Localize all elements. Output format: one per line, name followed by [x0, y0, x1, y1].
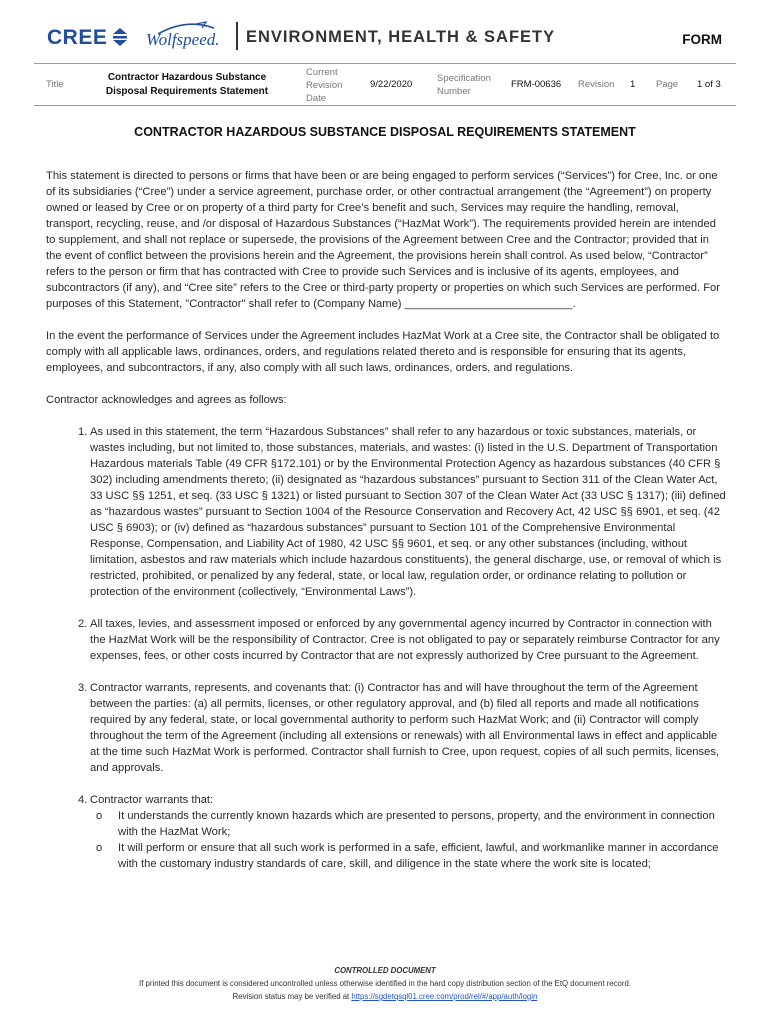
- document-title: CONTRACTOR HAZARDOUS SUBSTANCE DISPOSAL REQUIREMENTS STATEMENT: [134, 125, 636, 139]
- form-label: FORM: [682, 32, 722, 47]
- list-item-number: 3.: [78, 682, 88, 694]
- revision-status-prefix: Revision status may be verified at: [232, 992, 352, 1001]
- cree-logo: CREE: [47, 26, 108, 49]
- list-item: [46, 680, 726, 776]
- list-item-text: As used in this statement, the term “Hazardous Substances” shall refer to any hazardous or toxic substances, materials, or wastes including, but not limited to, those substances, materials, and wastes: (i) listed in the U.S. Department of Transportation Hazardous materials Table (49 CFR §172.101) or by the Environmental Protection Agency as hazardous substances (40 CFR § 302) including amendments thereto; (ii) designated as “hazardous substances” pursuant to Section 311 of the Clean Water Act, 33 USC §§ 1251, et seq. (33 USC § 1321) or listed pursuant to Section 307 of the Clean Water Act (33 USC § 1317); (iii) defined as “hazardous wastes” pursuant to Section 1004 of the Resource Conservation and Recovery Act, 42 USC §§ 6901, et seq. (42 USC § 6903); or (iv) defined as “hazardous substances” pursuant to Section 101 of the Comprehensive Environmental Response, Compensation, and Liability Act of 1980, 42 USC §§ 9601, et seq. or any other substances (including, without limitation, asbestos and raw materials which include hazardous constituents), the general discharge, use, or removal of which is restricted, prohibited, or penalized by any federal, state, or local law, regulation order, or ordinance relating to pollution or protection of the environment (collectively, “Environmental Laws”).: [90, 426, 726, 598]
- list-item: [46, 424, 726, 600]
- cree-arrows-icon: [111, 26, 129, 48]
- title-value-line1: Contractor Hazardous Substance: [107, 72, 267, 83]
- list-item: [46, 616, 726, 664]
- etq-login-link[interactable]: https://sgdetqsql01.cree.com/prod/rel/#/app/auth/login: [351, 992, 538, 1001]
- spec-number: FRM-00636: [511, 79, 562, 90]
- meta-rule-top: [34, 63, 736, 64]
- numbered-list: [46, 424, 726, 808]
- revision-date: 9/22/2020: [370, 79, 413, 90]
- title-value: [92, 71, 282, 99]
- sub-list-item: [91, 840, 726, 872]
- current-revision-label: [306, 66, 342, 105]
- revision-label: Revision: [578, 79, 615, 90]
- spec-label-2: Number: [437, 86, 471, 97]
- sub-list-item: [91, 808, 726, 840]
- title-value-line2: Disposal Requirements Statement: [105, 86, 269, 97]
- current-label-3: Date: [306, 93, 327, 104]
- wolfspeed-logo: Wolfspeed.: [146, 30, 220, 49]
- list-item: [46, 792, 726, 808]
- current-label-2: Revision: [306, 80, 343, 91]
- header-divider: [236, 22, 238, 50]
- list-item-number: 1.: [78, 426, 88, 438]
- spec-label-1: Specification: [437, 73, 491, 84]
- page-value: 1 of 3: [697, 79, 721, 90]
- section-title: ENVIRONMENT, HEALTH & SAFETY: [246, 28, 556, 46]
- list-item-text: Contractor warrants that:: [90, 794, 214, 806]
- bullet-icon: o: [96, 842, 103, 854]
- sub-list-item-text: It understands the currently known hazards which are presented to persons, property, and the environment in connection with the HazMat Work;: [118, 810, 715, 838]
- acknowledgement-paragraph: Contractor acknowledges and agrees as follows:: [46, 394, 287, 406]
- list-item-number: 2.: [78, 618, 88, 630]
- revision-value: 1: [630, 79, 636, 90]
- page-header: [0, 0, 770, 62]
- document-body: [46, 168, 726, 872]
- title-label: Title: [46, 79, 64, 90]
- list-item-text: All taxes, levies, and assessment imposed or enforced by any governmental agency incurred by Contractor in connection with the HazMat Work will be the responsibility of Contractor. Cree is not obligated to pay or separately reimburse Contractor for any expenses, fees, or other costs incurred by Contractor that are not expressly authorized by Cree pursuant to the Agreement.: [90, 618, 720, 662]
- meta-rule-bottom: [34, 105, 736, 106]
- spec-number-label: [437, 72, 491, 98]
- sub-list: [46, 808, 726, 872]
- revision-status-line: [0, 990, 770, 1003]
- bullet-icon: o: [96, 810, 103, 822]
- list-item-text: Contractor warrants, represents, and covenants that: (i) Contractor has and will have throughout the term of the Agreement between the parties: (a) all permits, licenses, or other regulatory approval, and (b) filed all reports and made all notifications required by any federal, state, or local governmental authority to perform such HazMat Work; and (ii) Contractor will comply throughout the term of the Agreement (including all extensions or renewals) with all Environmental laws in effect and applicable at the time such HazMat Work is performed. Contractor shall furnish to Cree, upon request, copies of all such permits, licenses, and approvals.: [90, 682, 720, 774]
- current-label-1: Current: [306, 67, 338, 78]
- uncontrolled-notice: If printed this document is considered uncontrolled unless otherwise identified in the hard copy distribution section of the EtQ document record.: [139, 979, 631, 988]
- compliance-paragraph: In the event the performance of Services under the Agreement includes HazMat Work at a Cree site, the Contractor shall be obligated to comply with all applicable laws, ordinances, orders, and regulations related thereto and is responsible for ensuring that its agents, employees, and subcontractors, if any, also comply with all such laws, ordinances, orders, and regulations.: [46, 330, 720, 374]
- list-item-number: 4.: [78, 794, 88, 806]
- controlled-document-label: CONTROLLED DOCUMENT: [334, 966, 436, 975]
- sub-list-item-text: It will perform or ensure that all such work is performed in a safe, efficient, lawful, and workmanlike manner in accordance with the customary industry standards of care, skill, and diligence in the state where the work site is located;: [118, 842, 719, 870]
- page-label: Page: [656, 79, 679, 90]
- page-footer: [0, 964, 770, 1003]
- intro-paragraph: This statement is directed to persons or firms that have been or are being engaged to perform services (“Services”) for Cree, Inc. or one of its subsidiaries (“Cree”) under a service agreement, purchase order, or other contractual arrangement (the “Agreement”) on property owned or leased by Cree or on property of a third party for Cree’s benefit and such, Services may require the handling, removal, transport, recycling, reuse, and /or disposal of Hazardous Substances (“HazMat Work”). The requirements provided herein are intended to supplement, and shall not replace or supersede, the provisions of the Agreement between Cree and the Contractor; provided that in the event of conflict between the provisions herein and the Agreement, the provisions herein shall control. As used below, “Contractor” refers to the person or firm that has contracted with Cree to provide such Services and is inclusive of its agents, employees, and subcontractors (if any), and “Cree site” refers to the Cree or third-party property or properties on which such Services are performed. For purposes of this Statement, "Contractor" shall refer to (Company Name) ___________________________.: [46, 170, 721, 310]
